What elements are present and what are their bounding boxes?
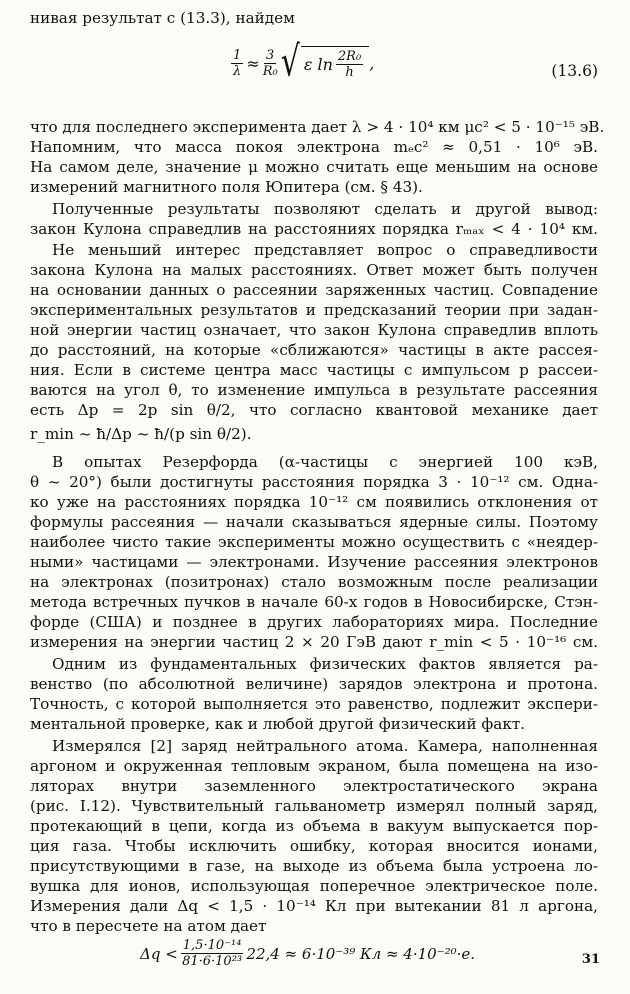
- text-line: Точность, с которой выполняется это равенство, подлежит экспери-: [30, 695, 598, 713]
- text-line: закона Кулона на малых расстояниях. Ответ может быть получен: [30, 261, 598, 279]
- text-line: Не меньший интерес представляет вопрос о справедливости: [52, 241, 598, 259]
- text-line: Одним из фундаментальных физических фактов является ра-: [52, 655, 598, 673]
- fraction: $\frac{\text{1,5·10⁻¹⁴}}{\text{81·6·10²³}}$: [182, 938, 243, 969]
- text-line: ваются на угол θ, то изменение импульса в результате рассеяния: [30, 381, 598, 399]
- text-line: ментальной проверке, как и любой другой физический факт.: [30, 715, 526, 733]
- text-line: форде (США) и позднее в других лабораториях мира. Последние: [30, 613, 598, 631]
- text-line: измерения на энергии частиц 2 × 20 ГэВ дают r_min < 5 · 10⁻¹⁶ см.: [30, 633, 598, 651]
- text-line: метода встречных пучков в начале 60-х годов в Новосибирске, Стэн-: [30, 593, 598, 611]
- text-line: Напомним, что масса покоя электрона mₑc² ≈ 0,51 · 10⁶ эВ.: [30, 138, 598, 156]
- text-line: что в пересчете на атом дает: [30, 917, 267, 935]
- fraction: $\frac{3}{\text{R₀}}$: [262, 47, 278, 79]
- text-line: закон Кулона справедлив на расстояниях порядка rₘₐₓ < 4 · 10⁴ км.: [30, 220, 598, 238]
- text-line: до расстояний, на которые «сближаются» частицы в акте рассея-: [30, 341, 598, 359]
- text-line: ко уже на расстояниях порядка 10⁻¹² см появились отклонения от: [30, 493, 598, 511]
- text-line: венство (по абсолютной величине) зарядов электрона и протона.: [30, 675, 598, 693]
- text-line: Полученные результаты позволяют сделать и другой вывод:: [52, 200, 598, 218]
- text-line: экспериментальных результатов и предсказаний теории при задан-: [30, 301, 598, 319]
- text-line: вушка для ионов, использующая поперечное электрическое поле.: [30, 877, 598, 895]
- square-root: √ ε ln $\frac{\text{2R₀}}{h}$: [281, 46, 370, 80]
- text-line: Измерялся [2] заряд нейтрального атома. Камера, наполненная: [52, 737, 598, 755]
- equation-number: (13.6): [551, 62, 598, 80]
- equation-delta-q: Δq < $\frac{\text{1,5·10⁻¹⁴}}{\text{81·6·10²³}}$ 22,4 ≈ 6·10⁻³⁹ Кл ≈ 4·10⁻²⁰·e.: [140, 938, 476, 969]
- text-line: ными» частицами — электронами. Изучение рассеяния электронов: [30, 553, 598, 571]
- text-line: есть Δp = 2p sin θ/2, что согласно квантовой механике дает: [30, 401, 598, 419]
- text-line: В опытах Резерфорда (α-частицы с энергией 100 кэВ,: [52, 453, 598, 471]
- text-line: ной энергии частиц означает, что закон Кулона справедлив вплоть: [30, 321, 598, 339]
- text-line: присутствующими в газе, на выходе из объема была устроена ло-: [30, 857, 598, 875]
- text-line: θ ~ 20°) были достигнуты расстояния порядка 3 · 10⁻¹² см. Одна-: [30, 473, 598, 491]
- text-line: ляторах внутри заземленного электростатического экрана: [30, 777, 598, 795]
- equation-13-6: $\frac{1}{\lambda}$ ≈ $\frac{3}{\text{R₀}}$ √ ε ln $\frac{\text{2R₀}}{h}$ ,: [233, 37, 375, 87]
- text-line: наиболее чисто такие эксперименты можно осуществить с «неядер-: [30, 533, 598, 551]
- text-line: На самом деле, значение μ можно считать еще меньшим на основе: [30, 158, 598, 176]
- radical-sign-icon: √: [280, 37, 300, 87]
- text-line: (рис. I.12). Чувствительный гальванометр измерял полный заряд,: [30, 797, 598, 815]
- text-line: формулы рассеяния — начали сказываться ядерные силы. Поэтому: [30, 513, 598, 531]
- text-line: протекающий в цепи, когда из объема в вакуум выпускается пор-: [30, 817, 598, 835]
- text-line: на электронах (позитронах) стало возможным после реализации: [30, 573, 598, 591]
- page-number: 31: [581, 952, 600, 967]
- text-line: ния. Если в системе центра масс частицы с импульсом p рассеи-: [30, 361, 598, 379]
- text-line: что для последнего эксперимента дает λ > 4 · 10⁴ км μc² < 5 · 10⁻¹⁵ эВ.: [30, 118, 605, 136]
- fraction: $\frac{1}{\lambda}$: [233, 47, 242, 79]
- text-line: ция газа. Чтобы исключить ошибку, которая вносится ионами,: [30, 837, 598, 855]
- fraction: $\frac{\text{2R₀}}{h}$: [337, 49, 362, 80]
- text-line: Измерения дали Δq < 1,5 · 10⁻¹⁴ Кл при вытекании 81 л аргона,: [30, 897, 598, 915]
- text-line: r_min ~ ħ/Δp ~ ħ/(p sin θ/2).: [30, 425, 252, 443]
- text-line: нивая результат с (13.3), найдем: [30, 9, 295, 27]
- text-line: аргоном и окруженная тепловым экраном, была помещена на изо-: [30, 757, 598, 775]
- text-line: измерений магнитного поля Юпитера (см. § 43).: [30, 178, 423, 196]
- text-line: на основании данных о рассеянии заряженных частиц. Совпадение: [30, 281, 598, 299]
